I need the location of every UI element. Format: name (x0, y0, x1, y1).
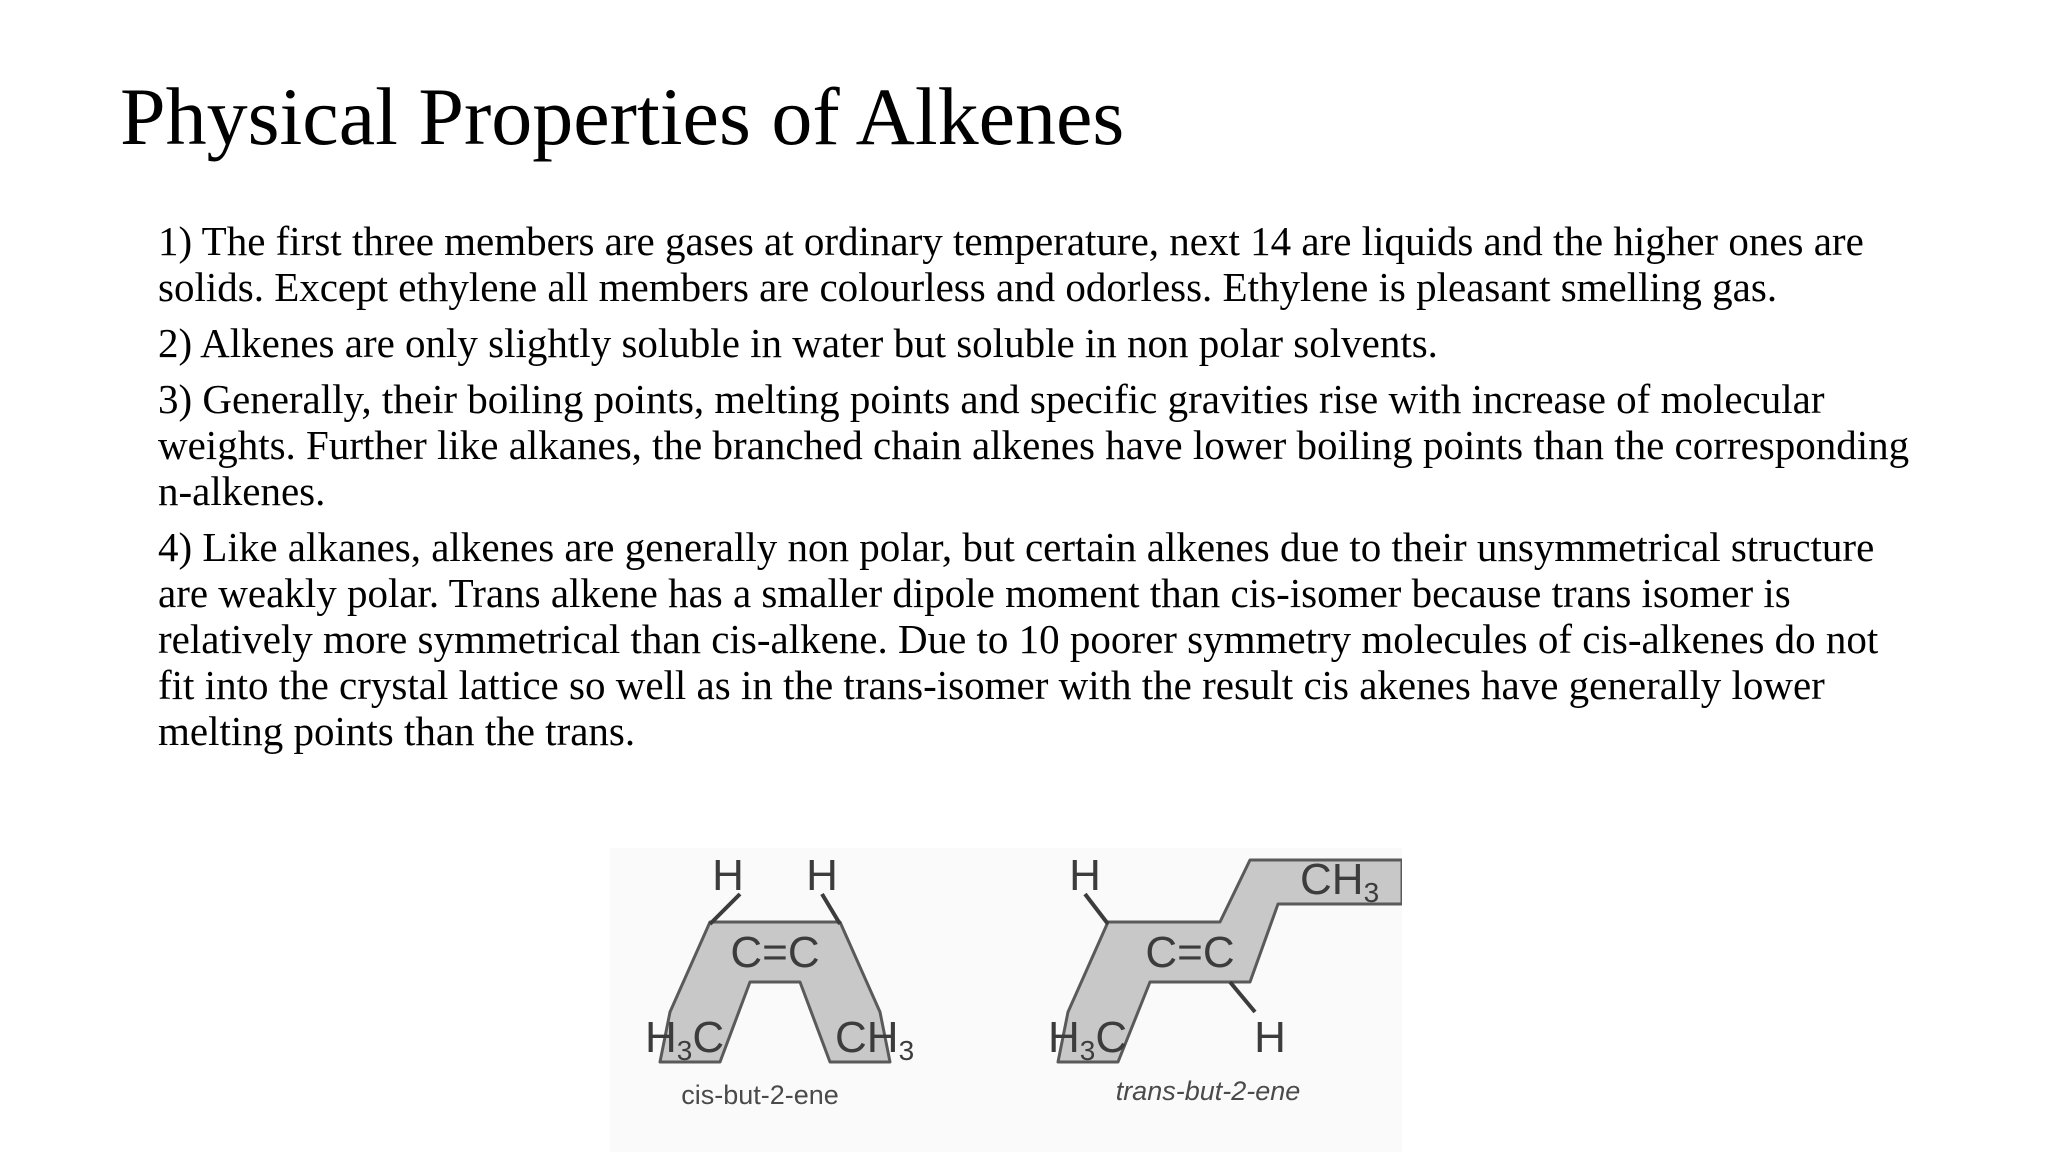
isomer-diagram (610, 842, 1402, 1152)
slide-body (158, 218, 1918, 764)
trans-h-bottom: H (1254, 1013, 1286, 1062)
cis-double-bond: C=C (730, 928, 820, 977)
slide-title: Physical Properties of Alkenes (120, 71, 1125, 162)
cis-caption: cis-but-2-ene (681, 1080, 839, 1110)
point-3: 3) Generally, their boiling points, melting points and specific gravities rise with increase of molecular weights. Further like alkanes, the branched chain alkenes have lower boiling points than the corresponding n-alkenes. (158, 376, 1910, 514)
isomer-figure (610, 842, 1402, 1152)
point-1: 1) The first three members are gases at ordinary temperature, next 14 are liquids and the higher ones are solids. Except ethylene all members are colourless and odorless. Ethylene is pleasant smelling gas. (158, 218, 1864, 310)
trans-top-group: CH3 (1300, 855, 1380, 908)
point-4: 4) Like alkanes, alkenes are generally non polar, but certain alkenes due to their unsymmetrical structure are weakly polar. Trans alkene has a smaller dipole moment than cis-isomer because trans isomer is relatively more symmetrical than cis-alkene. Due to 10 poorer symmetry molecules of cis-alkenes do not fit into the crystal lattice so well as in the trans-isomer with the result cis akenes have generally lower melting points than the trans. (158, 524, 1879, 754)
trans-h-top: H (1069, 851, 1101, 900)
cis-h-left: H (712, 851, 744, 900)
trans-left-group: H3C (1048, 1013, 1128, 1066)
cis-right-group: CH3 (835, 1013, 915, 1066)
trans-double-bond: C=C (1145, 928, 1235, 977)
cis-h-right: H (806, 851, 838, 900)
point-2: 2) Alkenes are only slightly soluble in water but soluble in non polar solvents. (158, 320, 1438, 366)
trans-caption: trans-but-2-ene (1115, 1076, 1301, 1106)
cis-left-group: H3C (645, 1013, 725, 1066)
